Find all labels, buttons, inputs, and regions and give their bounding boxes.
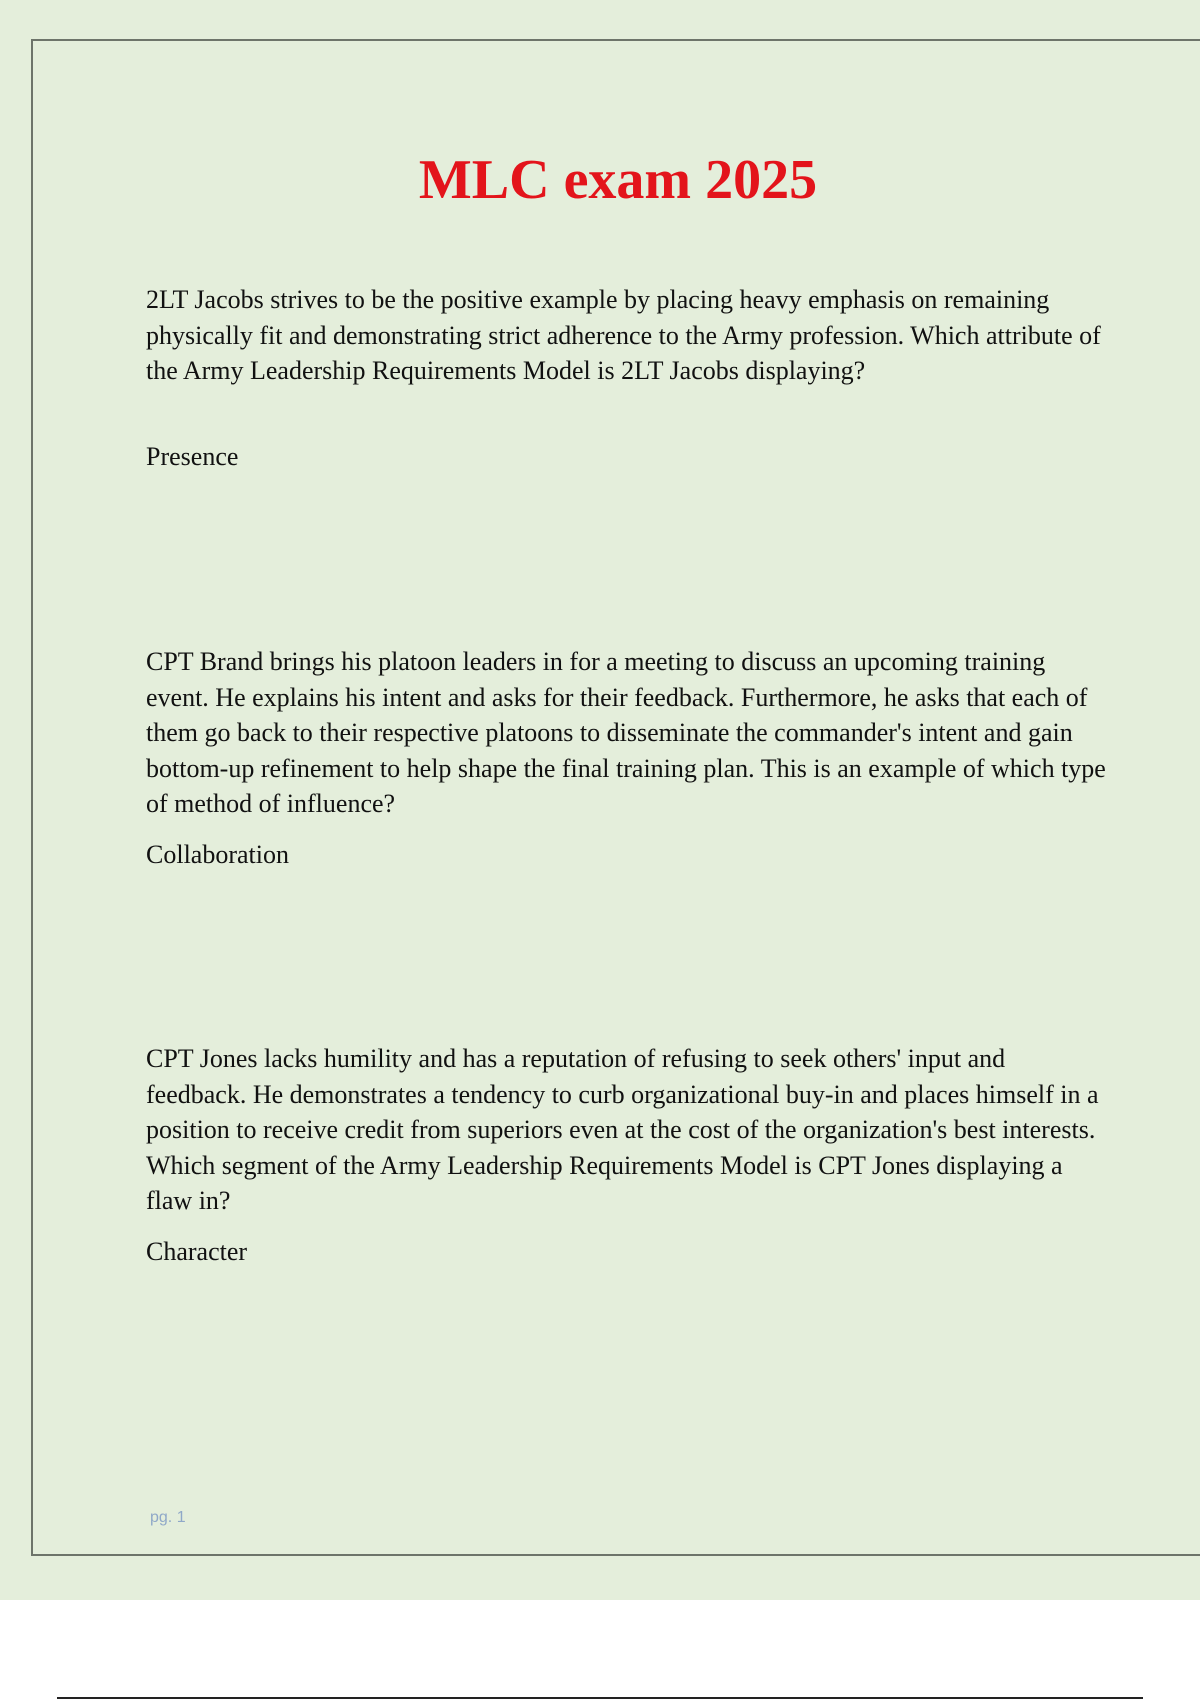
- document-title: MLC exam 2025: [418, 149, 818, 211]
- question-1: 2LT Jacobs strives to be the positive example by placing heavy emphasis on remaining physically fit and demonstrating strict adherence to the Army profession. Which attribute of the Army Leadership Requirements Model is 2LT Jacobs displaying?: [146, 285, 1101, 385]
- answer-1: Presence: [146, 442, 239, 471]
- bottom-rule: [57, 1697, 1143, 1699]
- question-2: CPT Brand brings his platoon leaders in for a meeting to discuss an upcoming training event. He explains his intent and asks for their feedback. Furthermore, he asks that each of them go back to their respective platoons to disseminate the commander's intent and gain bottom-up refinement to help shape the final training plan. This is an example of which type of method of influence?: [146, 647, 1106, 818]
- page-number: pg. 1: [150, 1509, 186, 1526]
- answer-2: Collaboration: [146, 840, 289, 869]
- answer-3: Character: [146, 1237, 248, 1266]
- question-3: CPT Jones lacks humility and has a reputation of refusing to seek others' input and feedback. He demonstrates a tendency to curb organizational buy-in and places himself in a position to receive credit from superiors even at the cost of the organization's best interests. Which segment of the Army Leadership Requirements Model is CPT Jones displaying a flaw in?: [146, 1044, 1099, 1215]
